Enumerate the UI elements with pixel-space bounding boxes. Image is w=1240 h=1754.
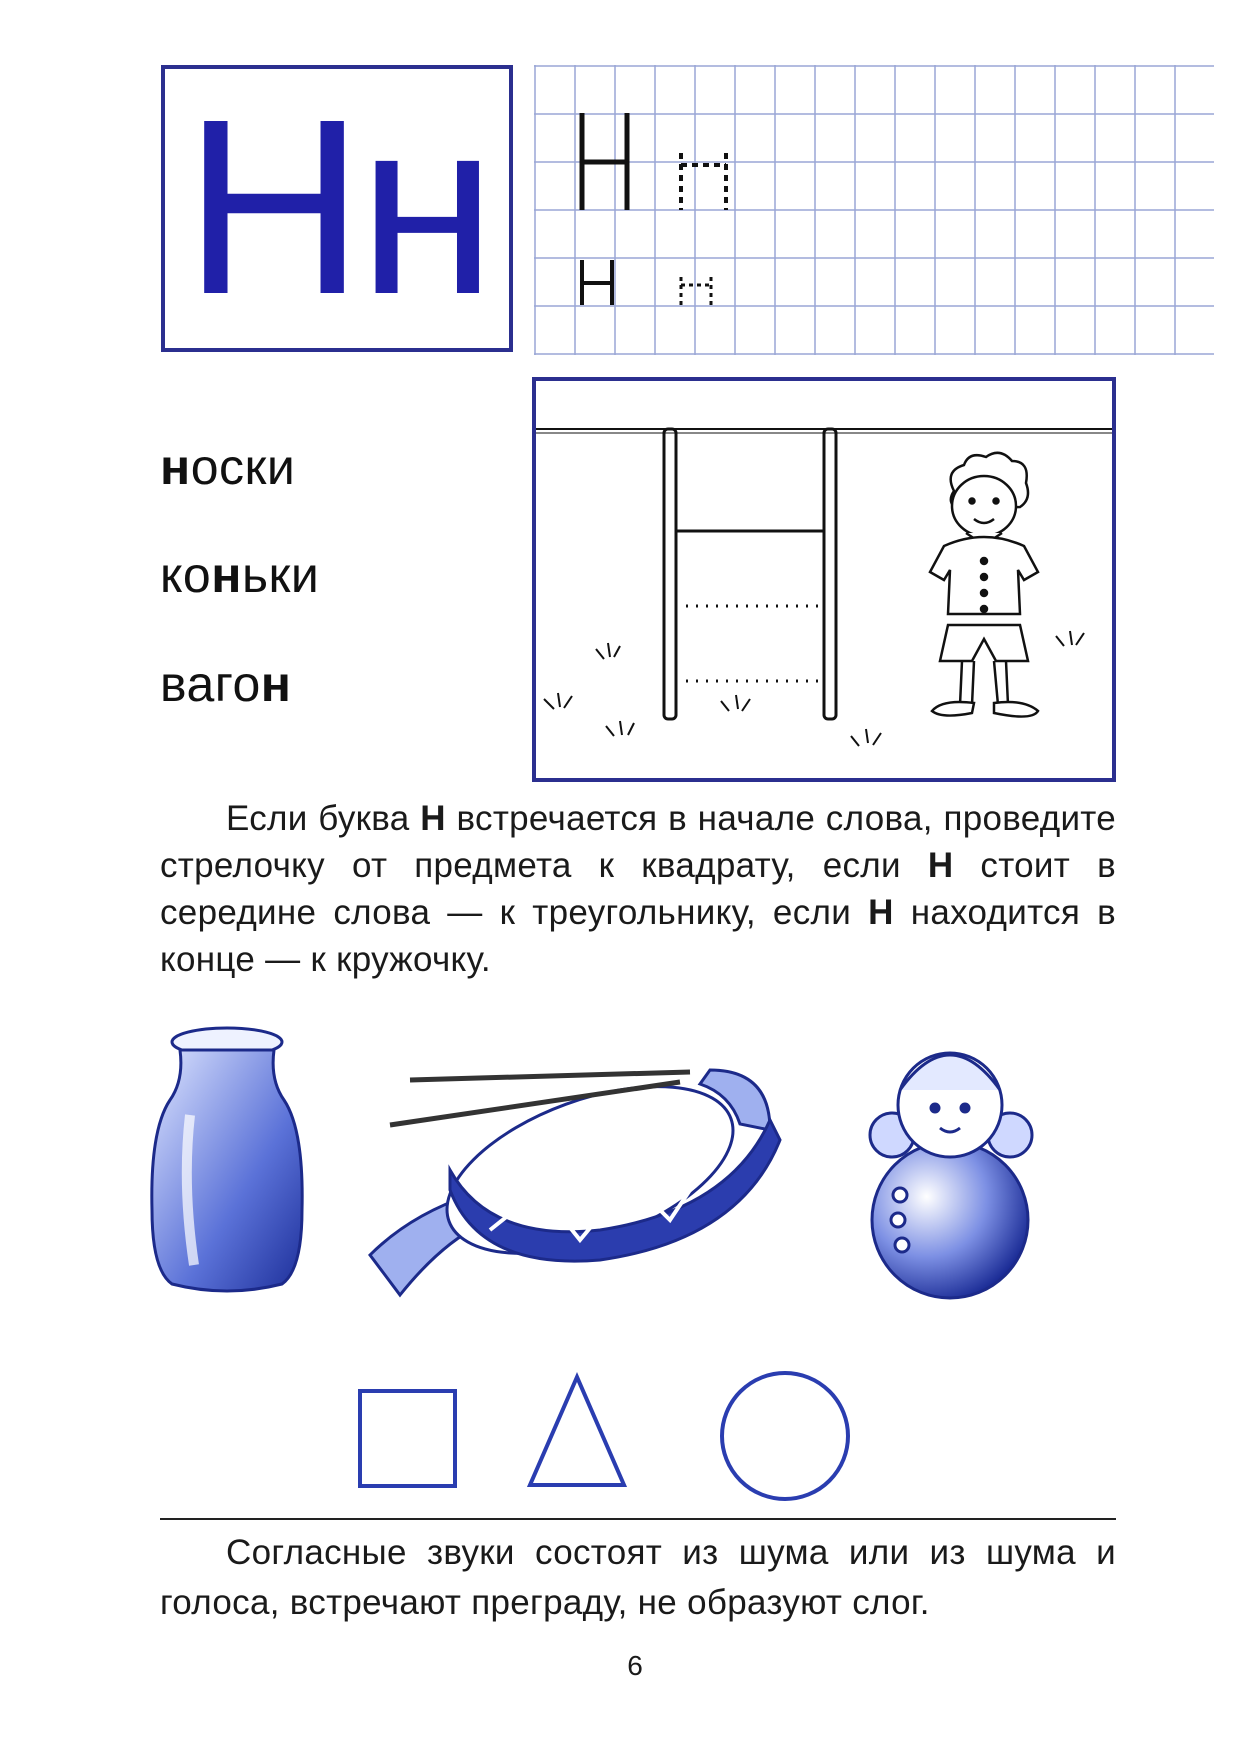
objects-row bbox=[150, 1020, 1110, 1310]
page-number: 6 bbox=[627, 1650, 643, 1681]
divider bbox=[160, 1518, 1116, 1520]
sample-upper-solid bbox=[582, 113, 627, 210]
word-konki: коньки bbox=[160, 547, 320, 603]
rule-paragraph: Согласные звуки состоят из шума или из шума и голоса, встречают преграду, не образуют слог. bbox=[160, 1533, 1116, 1622]
ladder-picture bbox=[532, 377, 1116, 782]
word-noski: носки bbox=[160, 439, 296, 495]
square-icon bbox=[360, 1391, 455, 1486]
writing-grid bbox=[534, 65, 1214, 355]
circle-icon bbox=[722, 1373, 848, 1499]
instruction-paragraph: Если буква Н встречается в начале слова, проведите стрелочку от предмета к квадрату, если Н стоит в середине слова — к треугольнику, если Н находится в конце — к кружочку. bbox=[160, 799, 1117, 979]
boy-icon bbox=[930, 453, 1038, 717]
triangle-icon bbox=[530, 1377, 624, 1485]
drum-icon bbox=[370, 1053, 780, 1295]
letter-heading: Нн bbox=[183, 66, 491, 346]
sample-lower-dashed bbox=[681, 277, 711, 305]
ladder-letter-icon bbox=[664, 429, 836, 719]
shapes-row bbox=[340, 1355, 940, 1505]
roly-poly-doll-icon bbox=[870, 1053, 1032, 1298]
word-vagon: вагон bbox=[160, 656, 292, 712]
jar-icon bbox=[152, 1028, 302, 1291]
sample-lower-solid bbox=[582, 260, 612, 305]
letter-box bbox=[161, 65, 513, 352]
